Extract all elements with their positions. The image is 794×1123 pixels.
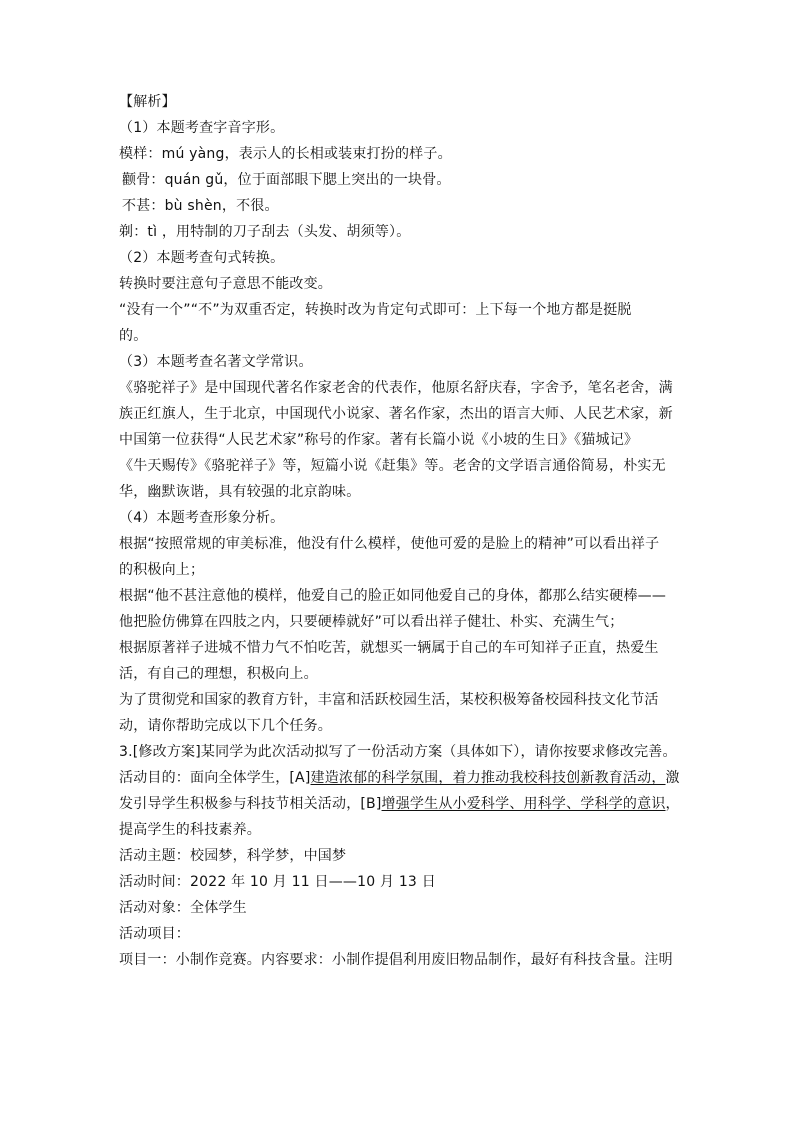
purpose-a-underlined: 建造浓郁的科学氛围，着力推动我校科技创新教育活动，: [310, 770, 666, 786]
activity-projects: 活动项目：: [119, 926, 190, 942]
project-1: 项目一：小制作竞赛。内容要求：小制作提倡利用废旧物品制作，最好有科技含量。注明: [119, 952, 673, 968]
purpose-b-underlined: 增强学生从小爱科学、用科学、学科学的意识: [381, 796, 666, 812]
activity-time: 活动时间：2022 年 10 月 11 日——10 月 13 日: [119, 874, 436, 890]
purpose-line-2: [119, 795, 679, 813]
document-page: [119, 93, 679, 977]
task-intro-line-1: 为了贯彻党和国家的教育方针，丰富和活跃校园生活，某校积极筹备校园科技文化节活: [119, 692, 659, 708]
purpose-b-label: 发引导学生积极参与科技节相关活动，[B]: [119, 796, 382, 812]
purpose-a-label: 活动目的：面向全体学生，[A]: [119, 770, 311, 786]
purpose-line-1: [119, 769, 679, 787]
section-3-line-4: 《牛天赐传》《骆驼祥子》等，短篇小说《赶集》等。老舍的文学语言通俗简易，朴实无: [119, 458, 666, 474]
section-3-line-3: 中国第一位获得“人民艺术家”称号的作家。著有长篇小说《小坡的生日》《猫城记》: [119, 432, 639, 448]
section-2-title: （2）本题考查句式转换。: [119, 250, 285, 266]
task-intro-line-2: 动，请你帮助完成以下几个任务。: [119, 718, 332, 734]
section-4-line-6: 活，有自己的理想，积极向上。: [119, 666, 318, 682]
section-2-line-2: “没有一个”“不”为双重否定，转换时改为肯定句式即可：上下每一个地方都是挺脱: [119, 302, 632, 318]
section-4-line-4: 他把脸仿佛算在四肢之内，只要硬棒就好”可以看出祥子健壮、朴实、充满生气；: [119, 614, 624, 630]
purpose-b-tail: ，: [665, 796, 680, 812]
section-3-line-1: 《骆驼祥子》是中国现代著名作家老舍的代表作，他原名舒庆春，字舍予，笔名老舍，满: [119, 380, 673, 396]
analysis-heading: 【解析】: [119, 94, 176, 110]
purpose-a-tail: 激: [665, 770, 680, 786]
section-2-line-1: 转换时要注意句子意思不能改变。: [119, 276, 332, 292]
section-2-line-3: 的。: [119, 328, 148, 344]
question-3: 3.[修改方案]某同学为此次活动拟写了一份活动方案（具体如下），请你按要求修改完善。: [119, 744, 677, 760]
activity-audience: 活动对象：全体学生: [119, 900, 247, 916]
section-1-title: （1）本题考查字音字形。: [119, 120, 285, 136]
section-1-line-2: 颧骨：quán gǔ，位于面部眼下腮上突出的一块骨。: [122, 172, 451, 188]
section-3-line-2: 族正红旗人，生于北京，中国现代小说家、著名作家，杰出的语言大师、人民艺术家，新: [119, 406, 673, 422]
section-4-line-5: 根据原著祥子进城不惜力气不怕吃苦，就想买一辆属于自己的车可知祥子正直，热爱生: [119, 640, 659, 656]
section-4-line-3: 根据“他不甚注意他的模样，他爱自己的脸正如同他爱自己的身体，都那么结实硬棒——: [119, 588, 667, 604]
activity-theme: 活动主题：校园梦，科学梦，中国梦: [119, 848, 347, 864]
purpose-line-3: 提高学生的科技素养。: [119, 822, 261, 838]
section-1-line-3: 不甚：bù shèn，不很。: [122, 198, 279, 214]
section-1-line-4: 剃：tì ，用特制的刀子刮去（头发、胡须等）。: [119, 224, 411, 240]
section-3-title: （3）本题考查名著文学常识。: [119, 354, 313, 370]
section-1-line-1: 模样：mú yàng，表示人的长相或装束打扮的样子。: [119, 146, 452, 162]
section-3-line-5: 华，幽默诙谐，具有较强的北京韵味。: [119, 484, 361, 500]
section-4-line-1: 根据“按照常规的审美标准，他没有什么模样，使他可爱的是脸上的精神”可以看出祥子: [119, 536, 660, 552]
section-4-line-2: 的积极向上；: [119, 562, 205, 578]
section-4-title: （4）本题考查形象分析。: [119, 510, 285, 526]
